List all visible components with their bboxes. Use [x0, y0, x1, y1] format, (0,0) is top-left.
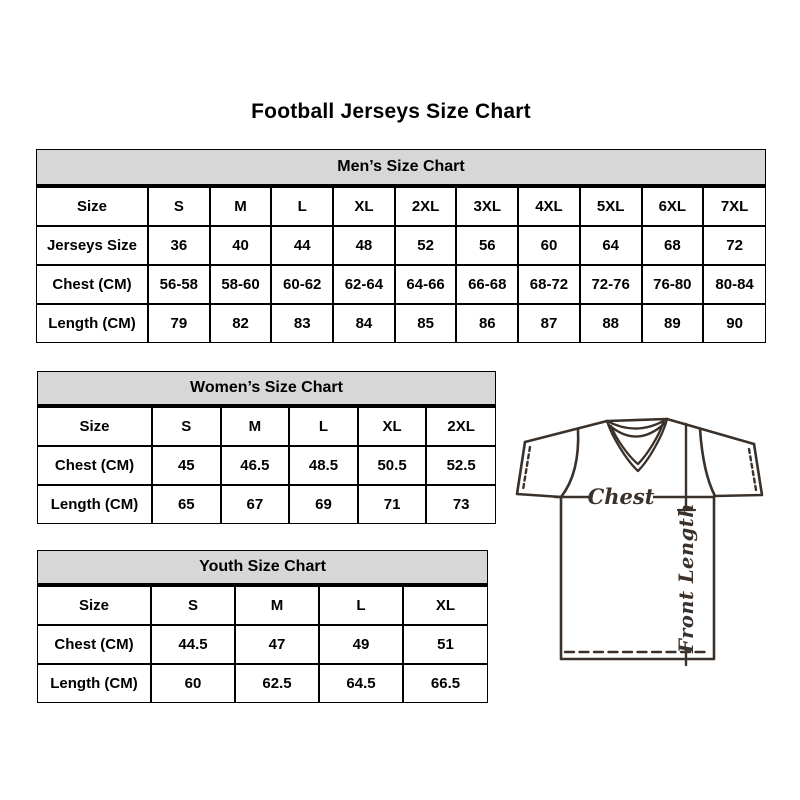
row-label-cell: Length (CM) [38, 664, 151, 702]
front-length-label: Front Length [675, 503, 698, 653]
value-cell: 50.5 [358, 446, 427, 485]
table-row [38, 625, 487, 664]
table-row [38, 446, 495, 485]
womens-size-table [38, 406, 495, 523]
row-label-cell: Chest (CM) [37, 265, 148, 304]
womens-size-chart [37, 371, 496, 524]
row-label-cell: Jerseys Size [37, 226, 148, 265]
table-row [37, 226, 765, 265]
value-cell: 89 [642, 304, 704, 342]
row-label-cell: Size [38, 407, 152, 446]
value-cell: 49 [319, 625, 403, 664]
row-label-cell: Chest (CM) [38, 446, 152, 485]
chest-label: Chest [587, 484, 655, 509]
value-cell: 45 [152, 446, 221, 485]
value-cell: M [221, 407, 290, 446]
value-cell: 66.5 [403, 664, 487, 702]
value-cell: 36 [148, 226, 210, 265]
value-cell: 72-76 [580, 265, 642, 304]
value-cell: 80-84 [703, 265, 765, 304]
value-cell: 52.5 [426, 446, 495, 485]
page-title: Football Jerseys Size Chart [251, 100, 531, 123]
table-row [38, 586, 487, 625]
table-row [38, 664, 487, 702]
jersey-outline [517, 419, 762, 659]
value-cell: L [319, 586, 403, 625]
table-row [38, 407, 495, 446]
mens-size-chart [36, 149, 766, 343]
value-cell: 84 [333, 304, 395, 342]
value-cell: 2XL [395, 187, 457, 226]
table-row [37, 304, 765, 342]
value-cell: 40 [210, 226, 272, 265]
table-row [37, 265, 765, 304]
value-cell: 48 [333, 226, 395, 265]
value-cell: 60 [518, 226, 580, 265]
value-cell: 68-72 [518, 265, 580, 304]
value-cell: 44.5 [151, 625, 235, 664]
youth-size-chart [37, 550, 488, 703]
value-cell: 73 [426, 485, 495, 523]
value-cell: 56-58 [148, 265, 210, 304]
row-label-cell: Size [37, 187, 148, 226]
value-cell: 6XL [642, 187, 704, 226]
value-cell: 47 [235, 625, 319, 664]
row-label-cell: Length (CM) [38, 485, 152, 523]
value-cell: 60-62 [271, 265, 333, 304]
youth-size-chart-title: Youth Size Chart [38, 551, 487, 585]
value-cell: 83 [271, 304, 333, 342]
value-cell: 52 [395, 226, 457, 265]
value-cell: XL [333, 187, 395, 226]
value-cell: 5XL [580, 187, 642, 226]
jersey-collar [607, 419, 667, 471]
value-cell: 90 [703, 304, 765, 342]
value-cell: 79 [148, 304, 210, 342]
value-cell: 46.5 [221, 446, 290, 485]
row-label-cell: Chest (CM) [38, 625, 151, 664]
value-cell: 4XL [518, 187, 580, 226]
value-cell: L [271, 187, 333, 226]
value-cell: 76-80 [642, 265, 704, 304]
table-row [38, 485, 495, 523]
value-cell: 82 [210, 304, 272, 342]
mens-size-chart-title: Men’s Size Chart [37, 150, 765, 186]
value-cell: 56 [456, 226, 518, 265]
value-cell: M [210, 187, 272, 226]
value-cell: 58-60 [210, 265, 272, 304]
table-row [37, 187, 765, 226]
value-cell: 64 [580, 226, 642, 265]
value-cell: 48.5 [289, 446, 358, 485]
value-cell: XL [358, 407, 427, 446]
value-cell: S [151, 586, 235, 625]
value-cell: XL [403, 586, 487, 625]
value-cell: 88 [580, 304, 642, 342]
value-cell: L [289, 407, 358, 446]
value-cell: 69 [289, 485, 358, 523]
value-cell: 72 [703, 226, 765, 265]
value-cell: S [152, 407, 221, 446]
value-cell: 67 [221, 485, 290, 523]
value-cell: 87 [518, 304, 580, 342]
value-cell: 62.5 [235, 664, 319, 702]
value-cell: 64.5 [319, 664, 403, 702]
value-cell: 66-68 [456, 265, 518, 304]
womens-size-chart-title: Women’s Size Chart [38, 372, 495, 406]
value-cell: 3XL [456, 187, 518, 226]
value-cell: 85 [395, 304, 457, 342]
youth-size-table [38, 585, 487, 702]
value-cell: 2XL [426, 407, 495, 446]
value-cell: 51 [403, 625, 487, 664]
jersey-measurement-diagram [504, 403, 776, 669]
value-cell: 86 [456, 304, 518, 342]
row-label-cell: Length (CM) [37, 304, 148, 342]
value-cell: 65 [152, 485, 221, 523]
value-cell: 62-64 [333, 265, 395, 304]
value-cell: M [235, 586, 319, 625]
value-cell: 71 [358, 485, 427, 523]
row-label-cell: Size [38, 586, 151, 625]
value-cell: S [148, 187, 210, 226]
mens-size-table [37, 186, 765, 342]
value-cell: 44 [271, 226, 333, 265]
value-cell: 64-66 [395, 265, 457, 304]
value-cell: 60 [151, 664, 235, 702]
value-cell: 68 [642, 226, 704, 265]
value-cell: 7XL [703, 187, 765, 226]
